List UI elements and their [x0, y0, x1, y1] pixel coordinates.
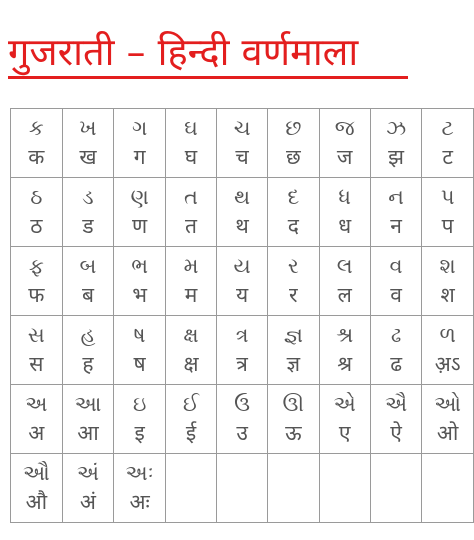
hindi-letter: अ़ऽ	[434, 352, 461, 376]
letter-pair	[166, 178, 216, 246]
gujarati-letter: ત્ર	[235, 323, 249, 347]
letter-pair	[268, 454, 318, 522]
gujarati-letter: ગ	[131, 116, 148, 140]
hindi-letter: त्र	[236, 352, 248, 376]
letter-pair	[422, 247, 473, 315]
letter-cell	[370, 316, 421, 385]
letter-cell	[370, 178, 421, 247]
letter-pair	[320, 385, 370, 453]
hindi-letter: औ	[25, 490, 48, 514]
hindi-letter: स	[29, 352, 44, 376]
alphabet-table	[10, 108, 474, 523]
gujarati-letter: ણ	[130, 185, 149, 209]
letter-pair	[11, 385, 62, 453]
letter-cell	[217, 454, 268, 523]
table-row	[11, 316, 474, 385]
hindi-letter: घ	[184, 145, 198, 169]
letter-cell	[114, 316, 166, 385]
letter-cell	[268, 454, 319, 523]
letter-cell	[268, 109, 319, 178]
gujarati-letter: બ	[79, 254, 97, 278]
letter-pair	[166, 385, 216, 453]
gujarati-letter: ભ	[131, 254, 149, 278]
letter-pair	[11, 109, 62, 177]
letter-cell	[370, 247, 421, 316]
letter-pair	[422, 454, 473, 522]
gujarati-letter: ઠ	[30, 185, 43, 209]
hindi-letter: ध	[338, 214, 352, 238]
hindi-letter: ष	[133, 352, 146, 376]
gujarati-letter: અઃ	[125, 461, 154, 485]
letter-cell	[370, 109, 421, 178]
hindi-letter: न	[390, 214, 402, 238]
letter-pair	[268, 385, 318, 453]
hindi-letter: इ	[134, 421, 145, 445]
hindi-letter: ऐ	[390, 421, 402, 445]
letter-pair	[320, 178, 370, 246]
gujarati-letter: થ	[234, 185, 251, 209]
gujarati-letter: ઝ	[386, 116, 407, 140]
letter-pair	[217, 247, 267, 315]
gujarati-letter: વ	[389, 254, 403, 278]
gujarati-letter: દ	[287, 185, 300, 209]
letter-cell	[114, 247, 166, 316]
letter-pair	[371, 247, 421, 315]
gujarati-letter: ન	[388, 185, 404, 209]
hindi-letter: अं	[79, 490, 96, 514]
gujarati-letter: ધ	[338, 185, 352, 209]
letter-pair	[422, 178, 473, 246]
hindi-letter: श्र	[337, 352, 353, 376]
letter-pair	[217, 454, 267, 522]
letter-cell	[165, 454, 216, 523]
letter-pair	[320, 316, 370, 384]
hindi-letter: ल	[337, 283, 352, 307]
letter-cell	[370, 454, 421, 523]
hindi-letter: ई	[185, 421, 197, 445]
letter-pair	[268, 247, 318, 315]
gujarati-letter: શ	[439, 254, 456, 278]
letter-cell	[422, 385, 474, 454]
letter-pair	[63, 109, 114, 177]
letter-pair	[422, 385, 473, 453]
hindi-letter: अ	[28, 421, 45, 445]
letter-cell	[268, 247, 319, 316]
letter-pair	[11, 454, 62, 522]
letter-pair	[114, 109, 165, 177]
letter-pair	[422, 316, 473, 384]
gujarati-letter: ખ	[79, 116, 97, 140]
gujarati-letter: ઈ	[182, 392, 200, 416]
letter-cell	[11, 454, 63, 523]
hindi-letter: त	[185, 214, 197, 238]
letter-cell	[11, 109, 63, 178]
table-row	[11, 178, 474, 247]
letter-cell	[11, 385, 63, 454]
hindi-letter: द	[287, 214, 299, 238]
gujarati-letter: ઢ	[390, 323, 402, 347]
gujarati-letter: લ	[336, 254, 353, 278]
table-row	[11, 385, 474, 454]
gujarati-letter: ડ	[82, 185, 94, 209]
letter-cell	[319, 178, 370, 247]
letter-pair	[63, 247, 114, 315]
letter-pair	[11, 178, 62, 246]
table-row	[11, 454, 474, 523]
hindi-letter: ड	[82, 214, 94, 238]
letter-pair	[371, 178, 421, 246]
hindi-letter: ठ	[30, 214, 43, 238]
letter-cell	[114, 385, 166, 454]
gujarati-letter: અ	[25, 392, 48, 416]
letter-pair	[11, 316, 62, 384]
hindi-letter: ण	[132, 214, 148, 238]
letter-pair	[63, 454, 114, 522]
hindi-letter: झ	[388, 145, 405, 169]
table-row	[11, 109, 474, 178]
letter-pair	[166, 109, 216, 177]
letter-pair	[166, 454, 216, 522]
hindi-letter: व	[390, 283, 402, 307]
letter-cell	[62, 385, 114, 454]
letter-cell	[422, 454, 474, 523]
gujarati-letter: ઉ	[234, 392, 251, 416]
letter-cell	[114, 178, 166, 247]
letter-cell	[165, 109, 216, 178]
letter-pair	[114, 316, 165, 384]
gujarati-letter: મ	[183, 254, 199, 278]
hindi-letter: थ	[235, 214, 249, 238]
letter-cell	[11, 178, 63, 247]
page-title-block	[8, 28, 428, 82]
gujarati-letter: ક્ષ	[183, 323, 199, 347]
hindi-letter: र	[289, 283, 298, 307]
gujarati-letter: ષ	[133, 323, 146, 347]
letter-cell	[165, 316, 216, 385]
letter-pair	[268, 316, 318, 384]
gujarati-letter: ઔ	[22, 461, 50, 485]
letter-pair	[320, 247, 370, 315]
letter-pair	[217, 109, 267, 177]
letter-cell	[217, 178, 268, 247]
letter-pair	[217, 316, 267, 384]
letter-cell	[62, 247, 114, 316]
hindi-letter: ज्ञ	[286, 352, 301, 376]
letter-pair	[217, 178, 267, 246]
gujarati-letter: એ	[333, 392, 356, 416]
gujarati-letter: ક	[28, 116, 44, 140]
gujarati-letter: ઐ	[385, 392, 408, 416]
hindi-letter: भ	[132, 283, 147, 307]
letter-pair	[371, 109, 421, 177]
hindi-letter: च	[235, 145, 249, 169]
letter-pair	[422, 109, 473, 177]
gujarati-letter: ઓ	[434, 392, 461, 416]
letter-pair	[217, 385, 267, 453]
hindi-letter: क्ष	[183, 352, 199, 376]
letter-pair	[63, 178, 114, 246]
letter-cell	[268, 178, 319, 247]
letter-cell	[217, 109, 268, 178]
hindi-letter: म	[184, 283, 198, 307]
gujarati-letter: ઇ	[132, 392, 147, 416]
hindi-letter: आ	[77, 421, 99, 445]
letter-cell	[62, 454, 114, 523]
gujarati-letter: શ્ર	[336, 323, 354, 347]
hindi-letter: य	[236, 283, 249, 307]
letter-pair	[371, 385, 421, 453]
letter-cell	[422, 316, 474, 385]
hindi-letter: ओ	[436, 421, 459, 445]
hindi-letter: ख	[79, 145, 97, 169]
letter-cell	[114, 454, 166, 523]
letter-cell	[217, 316, 268, 385]
hindi-letter: श	[440, 283, 455, 307]
hindi-letter: ज	[336, 145, 353, 169]
letter-pair	[63, 385, 114, 453]
letter-cell	[11, 247, 63, 316]
hindi-letter: फ	[28, 283, 45, 307]
gujarati-letter: ત	[184, 185, 198, 209]
letter-cell	[11, 316, 63, 385]
letter-pair	[166, 316, 216, 384]
letter-cell	[62, 178, 114, 247]
letter-cell	[319, 247, 370, 316]
hindi-letter: क	[28, 145, 45, 169]
gujarati-letter: ફ	[28, 254, 44, 278]
letter-pair	[371, 454, 421, 522]
letter-pair	[320, 454, 370, 522]
letter-pair	[114, 454, 165, 522]
hindi-letter: ऊ	[285, 421, 302, 445]
gujarati-letter: સ	[27, 323, 45, 347]
hindi-letter: उ	[236, 421, 248, 445]
letter-cell	[422, 178, 474, 247]
gujarati-letter: છ	[285, 116, 302, 140]
letter-pair	[320, 109, 370, 177]
gujarati-letter: ળ	[439, 323, 456, 347]
letter-cell	[62, 109, 114, 178]
letter-pair	[166, 247, 216, 315]
gujarati-letter: પ	[440, 185, 455, 209]
letter-cell	[268, 385, 319, 454]
gujarati-letter: આ	[74, 392, 102, 416]
letter-pair	[114, 247, 165, 315]
letter-pair	[11, 247, 62, 315]
gujarati-letter: ચ	[233, 116, 251, 140]
hindi-letter: ह	[82, 352, 94, 376]
gujarati-letter: ર	[287, 254, 299, 278]
table-row	[11, 247, 474, 316]
letter-pair	[114, 385, 165, 453]
gujarati-letter: જ્ઞ	[283, 323, 303, 347]
letter-pair	[371, 316, 421, 384]
hindi-letter: ढ	[390, 352, 403, 376]
gujarati-letter: ટ	[441, 116, 454, 140]
letter-cell	[165, 247, 216, 316]
letter-cell	[165, 385, 216, 454]
letter-cell	[165, 178, 216, 247]
letter-pair	[268, 178, 318, 246]
gujarati-letter: અં	[76, 461, 100, 485]
title-underline	[8, 76, 408, 79]
letter-cell	[319, 316, 370, 385]
gujarati-letter: ય	[233, 254, 251, 278]
letter-cell	[319, 109, 370, 178]
hindi-letter: अः	[129, 490, 150, 514]
letter-pair	[63, 316, 114, 384]
letter-cell	[114, 109, 166, 178]
gujarati-letter: જ	[334, 116, 355, 140]
hindi-letter: ट	[442, 145, 453, 169]
letter-pair	[114, 178, 165, 246]
gujarati-letter: ઘ	[184, 116, 198, 140]
letter-cell	[217, 385, 268, 454]
letter-cell	[268, 316, 319, 385]
letter-cell	[62, 316, 114, 385]
letter-cell	[319, 454, 370, 523]
hindi-letter: प	[441, 214, 454, 238]
hindi-letter: ए	[338, 421, 351, 445]
page-title: गुजराती – हिन्दी वर्णमाला	[8, 30, 359, 74]
letter-cell	[217, 247, 268, 316]
gujarati-letter: હ	[80, 323, 96, 347]
letter-cell	[422, 247, 474, 316]
letter-cell	[370, 385, 421, 454]
hindi-letter: छ	[285, 145, 301, 169]
hindi-letter: ग	[133, 145, 146, 169]
hindi-letter: ब	[81, 283, 94, 307]
gujarati-letter: ઊ	[282, 392, 305, 416]
letter-cell	[319, 385, 370, 454]
letter-cell	[422, 109, 474, 178]
letter-pair	[268, 109, 318, 177]
